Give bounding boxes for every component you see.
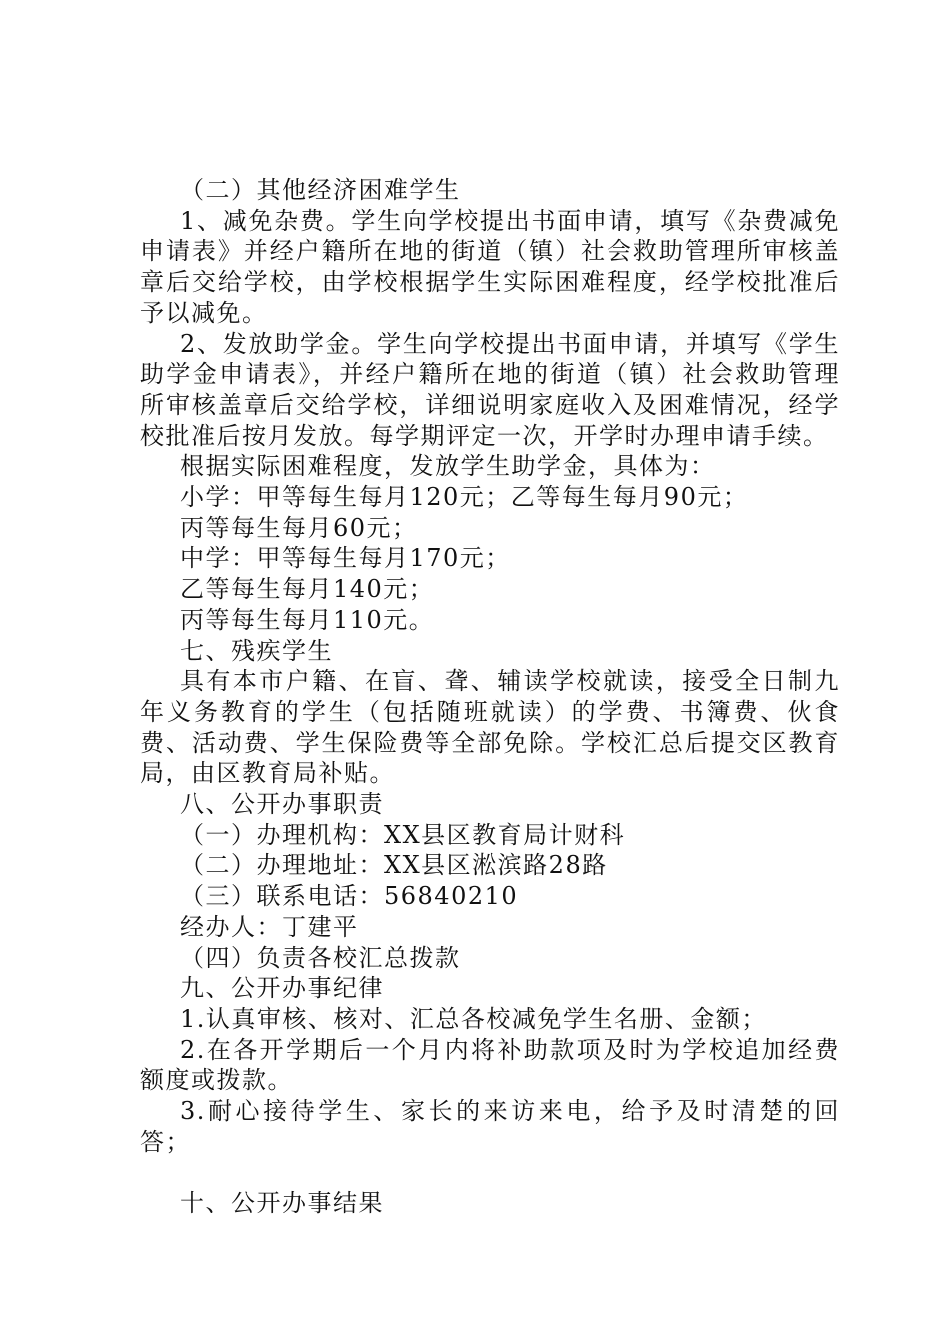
grant-primary-c-line: 丙等每生每月60元； [180,513,418,542]
section-heading-other-students: （二）其他经济困难学生 [180,176,461,204]
duty-address: （二）办理地址：XX县区淞滨路28路 [180,851,608,880]
paragraph-grant-intro: 根据实际困难程度，发放学生助学金，具体为： [180,452,716,481]
grant-primary-line: 小学：甲等每生每月120元；乙等每生每月90元； [180,483,749,512]
section-heading-discipline: 九、公开办事纪律 [180,974,384,1003]
document-body [140,175,840,1219]
grant-middle-c-line: 丙等每生每月110元。 [180,605,435,634]
section-heading-results: 十、公开办事结果 [180,1189,384,1218]
duty-allocation: （四）负责各校汇总拨款 [180,943,461,972]
grant-middle-b-line: 乙等每生每月140元； [180,575,435,604]
paragraph-disabled: 具有本市户籍、在盲、聋、辅读学校就读，接受全日制九年义务教育的学生（包括随班就读）的学费、书簿费、伙食费、活动费、学生保险费等全部免除。学校汇总后提交区教育局，由区教育局补贴。 [140,667,840,788]
paragraph-fee-reduction: 1、减免杂费。学生向学校提出书面申请，填写《杂费减免申请表》并经户籍所在地的街道（镇）社会救助管理所审核盖章后交给学校，由学校根据学生实际困难程度，经学校批准后予以减免。 [140,206,840,327]
grant-middle-a-line: 中学：甲等每生每月170元； [180,544,511,573]
discipline-item-2: 2.在各开学期后一个月内将补助款项及时为学校追加经费额度或拨款。 [140,1035,840,1095]
duty-phone: （三）联系电话：56840210 [180,882,519,911]
duty-handler: 经办人：丁建平 [180,912,359,941]
blank-line [140,1158,840,1189]
duty-office: （一）办理机构：XX县区教育局计财科 [180,820,626,849]
discipline-item-1: 1.认真审核、核对、汇总各校减免学生名册、金额； [180,1004,767,1033]
paragraph-grant: 2、发放助学金。学生向学校提出书面申请，并填写《学生助学金申请表》，并经户籍所在地的街道（镇）社会救助管理所审核盖章后交给学校，详细说明家庭收入及困难情况，经学校批准后按月发放。每学期评定一次，开学时办理申请手续。 [140,329,840,450]
section-heading-disabled: 七、残疾学生 [180,636,333,665]
discipline-item-3: 3.耐心接待学生、家长的来访来电，给予及时清楚的回答； [140,1097,840,1156]
section-heading-duties: 八、公开办事职责 [180,790,384,819]
